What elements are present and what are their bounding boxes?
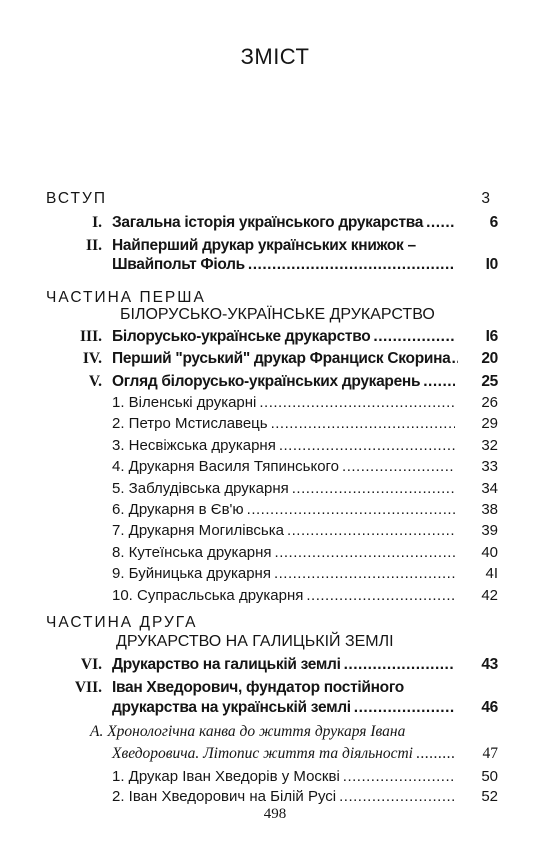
toc-page: 47 [482,745,498,762]
toc-title: Найперший друкар українських книжок – [112,237,416,254]
toc-title: 6. Друкарня в Єв'ю [112,501,244,518]
toc-title: А. Хронологічна канва до життя друкаря Івана [90,723,406,740]
toc-title: 2. Петро Мстиславець [112,415,268,433]
toc-subentry[interactable] [112,768,498,788]
toc-intro-label: ВСТУП [46,190,107,207]
toc-leader [344,656,455,674]
toc-page: 34 [481,479,498,497]
toc-page: I6 [485,328,498,345]
toc-leader [292,480,455,497]
toc-page: 38 [481,501,498,518]
toc-subentry[interactable] [112,565,498,585]
toc-page: 46 [481,699,498,716]
toc-leader [279,437,455,454]
toc-leader [306,587,455,604]
toc-page: 40 [481,543,498,561]
toc-title: 2. Іван Хведорович на Білій Русі [112,788,337,805]
toc-subentry[interactable] [112,788,498,808]
toc-leader [271,415,455,432]
toc-page: 29 [481,415,498,433]
toc-leader [247,501,455,518]
toc-leader [274,565,455,582]
toc-entry-continued[interactable] [112,699,498,719]
chapter-number: VII. [74,679,102,696]
toc-leader [423,373,455,391]
toc-subentry[interactable] [112,522,498,542]
toc-title: Перший "руський" друкар Франциск Скорина [112,350,451,367]
toc-page: 43 [481,656,498,673]
toc-intro[interactable] [46,190,490,210]
toc-title: 10. Супрасльська друкарня [112,586,304,604]
toc-leader [342,458,455,475]
toc-entry[interactable] [112,328,498,348]
chapter-number: III. [80,328,102,345]
toc-subentry[interactable] [112,586,498,607]
toc-page: 39 [481,522,498,540]
toc-title: 5. Заблудівська друкарня [112,479,289,497]
part-label: ЧАСТИНА ДРУГА [46,614,198,631]
chapter-number: V. [88,373,102,390]
toc-entry[interactable] [112,656,498,676]
toc-leader [339,788,455,805]
toc-leader [373,328,455,346]
toc-leader [275,544,455,561]
toc-page: 33 [481,458,498,476]
toc-subentry[interactable] [112,458,498,478]
toc-subentry[interactable] [112,543,498,564]
toc-title: 4. Друкарня Василя Тяпинського [112,458,340,476]
toc-page: 26 [481,394,498,411]
toc-page: I0 [485,256,498,273]
toc-entry-continued[interactable] [112,256,498,276]
toc-title: друкарства на українській землі [112,699,351,716]
toc-page: 3 [481,190,490,207]
part-label: ЧАСТИНА ПЕРША [46,289,206,306]
part-title: БІЛОРУСЬКО-УКРАЇНСЬКЕ ДРУКАРСТВО [120,306,435,323]
toc-title: Огляд білорусько-українських друкарень [112,373,421,390]
toc-page: 50 [481,768,498,785]
toc-title: 7. Друкарня Могилівська [112,522,284,540]
toc-leader [259,394,455,411]
page-number: 498 [263,806,287,822]
toc-subentry[interactable] [112,394,498,414]
toc-title: Білорусько-українське друкарство [112,328,371,345]
toc-page: 25 [481,373,498,390]
toc-page: 20 [481,350,498,367]
toc-title: Іван Хведорович, фундатор постійного [112,679,404,696]
toc-leader [416,745,455,763]
part-title: ДРУКАРСТВО НА ГАЛИЦЬКІЙ ЗЕМЛІ [116,633,394,650]
page-title: ЗМІСТ [240,44,310,69]
toc-page: 52 [481,788,498,805]
chapter-number: IV. [82,350,102,367]
chapter-number: VI. [80,656,102,673]
toc-subentry[interactable] [112,436,498,457]
chapter-number: I. [92,214,102,231]
toc-entry[interactable] [112,350,498,370]
toc-page: 32 [481,436,498,454]
toc-title: 8. Кутеїнська друкарня [112,543,272,561]
toc-entry[interactable] [112,214,498,234]
toc-leader [354,699,455,717]
toc-leader [287,522,455,539]
toc-subentry[interactable] [112,501,498,521]
toc-title: Друкарство на галицькій землі [112,656,341,673]
toc-entry[interactable] [112,373,498,393]
toc-title: 1. Віленські друкарні [112,394,257,411]
toc-title: Загальна історія українського друкарства [112,214,424,231]
toc-section[interactable] [90,723,470,743]
toc-title: 3. Несвіжська друкарня [112,436,276,454]
toc-subentry[interactable] [112,415,498,435]
toc-leader [248,256,455,274]
toc-title: 1. Друкар Іван Хведорів у Москві [112,768,340,785]
toc-entry[interactable] [112,679,472,699]
toc-title: Швайпольт Фіоль [112,256,245,273]
toc-title: Хведоровича. Літопис життя та діяльності [112,745,413,762]
toc-page: 4I [485,565,498,583]
toc-leader [426,214,455,232]
toc-entry[interactable] [112,237,472,257]
toc-page: 42 [481,586,498,604]
toc-section-continued[interactable] [112,745,498,765]
chapter-number: II. [86,237,102,254]
toc-leader [343,768,455,785]
toc-page: 6 [489,214,498,231]
toc-leader [451,350,458,368]
toc-title: 9. Буйницька друкарня [112,565,271,583]
toc-subentry[interactable] [112,479,498,500]
